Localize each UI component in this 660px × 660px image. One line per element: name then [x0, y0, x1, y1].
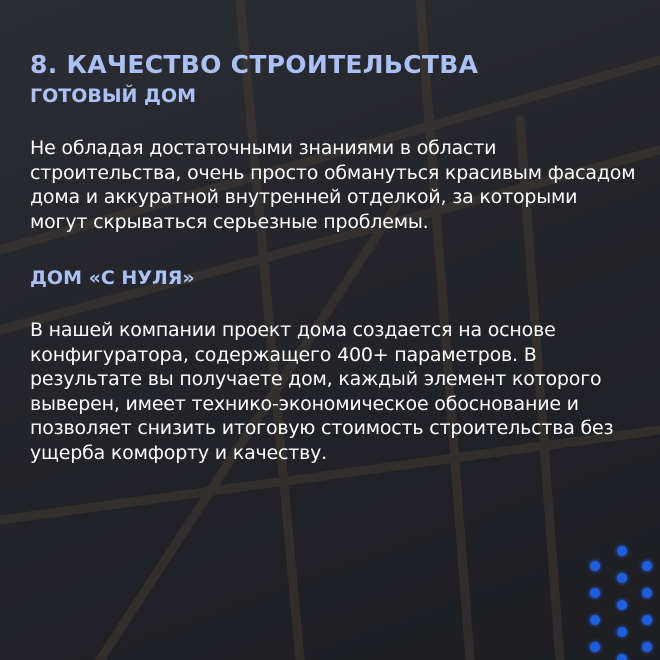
dot-icon	[642, 588, 652, 598]
dot-icon	[590, 642, 600, 652]
dot-icon	[590, 561, 600, 571]
section-heading-ready-house: ГОТОВЫЙ ДОМ	[30, 85, 197, 107]
dot-icon	[590, 615, 600, 625]
dot-icon	[617, 546, 627, 556]
dot-icon	[617, 654, 627, 660]
text-content	[30, 50, 640, 465]
dot-icon	[617, 600, 627, 610]
dot-icon	[642, 615, 652, 625]
dot-icon	[617, 627, 627, 637]
dot-icon	[642, 561, 652, 571]
dot-icon	[617, 573, 627, 583]
section-text-from-scratch: В нашей компании проект дома создается на основе конфигуратора, содержащего 400+ параметров. В результате вы получаете дом, каждый элемент которого выверен, имеет технико-экономическое обоснование и позволяет снизить итоговую стоимость строительства без ущерба комфорту и качеству.	[30, 319, 614, 464]
dot-icon	[590, 588, 600, 598]
page-title: 8. КАЧЕСТВО СТРОИТЕЛЬСТВА	[30, 50, 479, 79]
section-text-ready-house: Не обладая достаточными знаниями в области строительства, очень просто обмануться красивым фасадом дома и аккуратной внутренней отделкой, за которыми могут скрываться серьезные проблемы.	[30, 137, 636, 233]
dot-icon	[642, 642, 652, 652]
section-heading-from-scratch: ДОМ «С НУЛЯ»	[30, 267, 195, 289]
